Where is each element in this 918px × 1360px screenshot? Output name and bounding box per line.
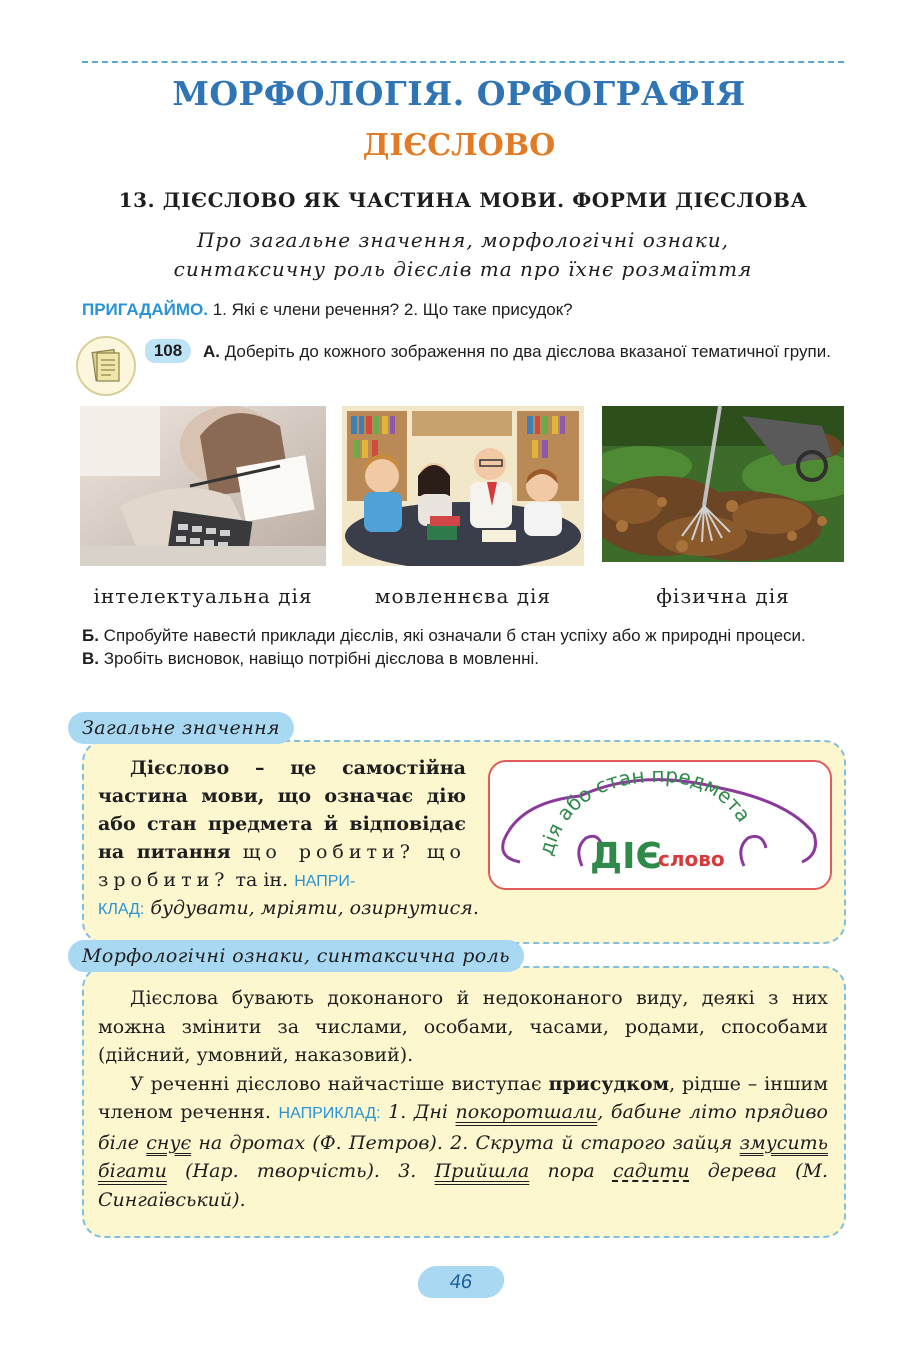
section-intro-line-1: Про загальне значення, морфологічні ознаки, [196,228,730,252]
morphology-text [98,984,828,1214]
logo-big-text: ДІЄ [590,836,662,877]
task-c [82,647,846,670]
example-verbs: будувати, мріяти, озирнутися. [150,897,479,919]
task-c-label: В. [82,649,99,668]
photo-intellectual-action [80,406,326,566]
exercise-number-badge: 108 [145,339,191,363]
chapter-title: МОРФОЛОГІЯ. ОРФОГРАФІЯ [172,74,746,113]
definition-bold: Дієслово – це самостійна частина мови, що означає дію або стан предмета й відповідає на питання [98,757,466,863]
exercise-text [84,340,846,364]
photo-speech-action [342,406,584,566]
question-tail: та ін. [229,869,289,891]
section-intro-line-2: синтаксичну роль дієслів та про їхнє розмаїття [173,257,753,281]
task-b [82,624,846,647]
logo-small-text: слово [658,847,725,871]
example-keyword-part2: КЛАД: [98,901,145,918]
predicate-bold: присудком [548,1072,670,1095]
morphology-tag: Морфологічні ознаки, синтаксична роль [68,940,524,972]
page-number: 46 [416,1266,506,1298]
task-b-label: Б. [82,626,99,645]
verb-definition [98,754,466,896]
recall-text: 1. Які є члени речення? 2. Що таке присудок? [207,300,573,319]
morphology-paragraph-2: У реченні дієслово найчастіше виступає присудком, рідше – іншим членом речення. НАПРИКЛАД: 1. Дні покоротшали, бабине літо прядиво біле снує на дротах (Ф. Петров). 2. Скрута й старого зайця змусить бігати (Нар. творчість). 3. Прийшла пора садити дерева (М. Сингаївський). [98,1072,828,1211]
photo-physical-action [602,406,844,562]
recall-line [82,300,573,320]
example-keyword: НАПРИКЛАД: [278,1105,381,1122]
top-dashed-rule [82,61,844,63]
exercise-instructions: Доберіть до кожного зображення по два дієслова вказаної тематичної групи. [220,342,831,361]
task-b-text: Спробуйте навести́ приклади дієслів, які означали б стан успіху або ж природні процеси. [98,626,806,645]
verb-car-logo [488,760,832,890]
example-keyword-part1: НАПРИ- [294,873,356,890]
definition-examples [98,894,658,924]
task-c-text: Зробіть висновок, навіщо потрібні дієслова в мовленні. [99,649,540,668]
general-meaning-tag: Загальне значення [68,712,294,744]
object-underline: садити [612,1160,690,1182]
logo-arc-text: дія або стан предмета [533,762,756,859]
predicate-underline: покоротшали [455,1101,598,1123]
morphology-paragraph-1: Дієслова бувають доконаного й недоконаного виду, деякі з них можна змінити за числами, особами, часами, родами, способами (дійсний, умовний, наказовий). [98,987,828,1066]
question-2: що зробити? [98,841,466,891]
caption-physical: фізична дія [656,584,790,608]
tasks-block [82,624,846,670]
section-title: 13. ДІЄСЛОВО ЯК ЧАСТИНА МОВИ. ФОРМИ ДІЄСЛОВА [118,188,808,212]
recall-keyword: ПРИГАДАЙМО. [82,300,208,319]
exercise-label: А. [203,342,220,361]
question-1: що робити? [242,841,415,863]
caption-speech: мовленнєва дія [374,584,552,608]
chapter-subtitle: ДІЄСЛОВО [362,128,556,163]
caption-intellectual: інтелектуальна дія [93,584,313,608]
